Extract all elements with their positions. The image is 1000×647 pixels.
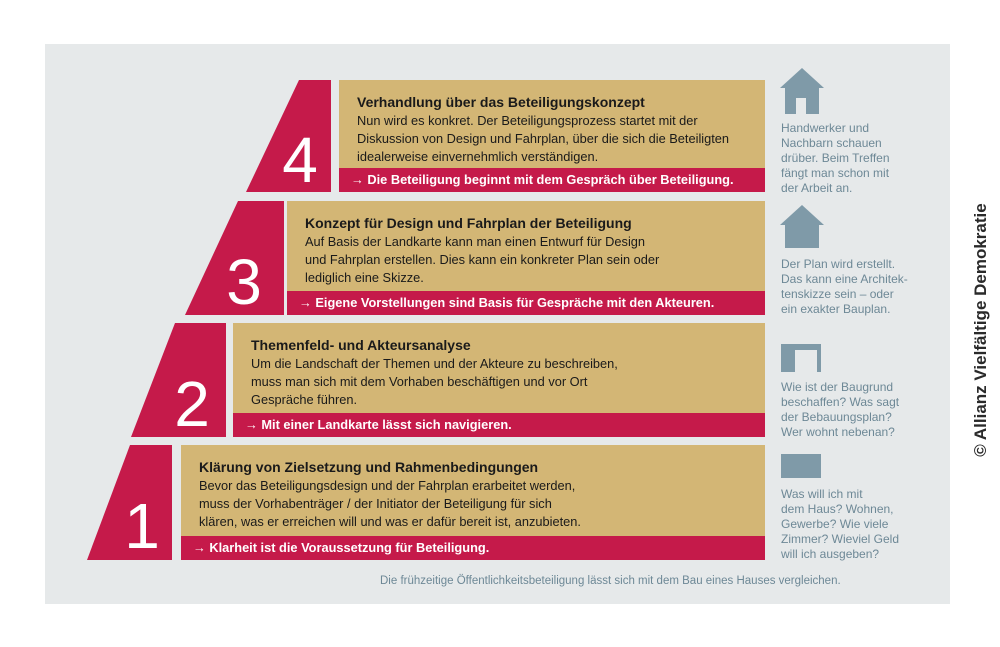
step-3-takeaway: → Eigene Vorstellungen sind Basis für Gespräche mit den Akteuren. — [287, 291, 765, 315]
step-2-body: Um die Landschaft der Themen und der Akteure zu beschreiben, muss man sich mit dem Vorhaben beschäftigen und vor Ort Gespräche führen. — [251, 356, 618, 407]
step-3-note: Der Plan wird erstellt. Das kann eine Architek- tenskizze sein – oder ein exakter Bauplan. — [781, 257, 908, 316]
step-3-number: 3 — [226, 246, 262, 318]
house-full-icon — [780, 68, 824, 116]
step-4-body: Nun wird es konkret. Der Beteiligungsprozess startet mit der Diskussion von Design und Fahrplan, über die sich die Beteiligten idealerweise einvernehmlich verständigen. — [357, 113, 730, 164]
foundation-icon — [781, 454, 821, 480]
step-1-title: Klärung von Zielsetzung und Rahmenbedingungen — [199, 459, 539, 475]
step-4-note: Handwerker und Nachbarn schauen drüber. Beim Treffen fängt man schon mit der Arbeit an. — [781, 121, 890, 195]
step-4-number: 4 — [282, 124, 318, 196]
step-1-takeaway: → Klarheit ist die Voraussetzung für Beteiligung. — [181, 536, 765, 560]
step-3-body: Auf Basis der Landkarte kann man einen Entwurf für Design und Fahrplan erstellen. Dies kann ein konkreter Plan sein oder lediglich eine Skizze. — [305, 234, 660, 285]
step-2-takeaway: → Mit einer Landkarte lässt sich navigieren. — [233, 413, 765, 437]
step-4-title: Verhandlung über das Beteiligungskonzept — [357, 94, 645, 110]
wall-icon — [781, 344, 821, 374]
step-4-box — [339, 80, 765, 192]
footer-caption: Die frühzeitige Öffentlichkeitsbeteiligung lässt sich mit dem Bau eines Hauses vergleichen. — [380, 575, 841, 587]
step-4-takeaway: → Die Beteiligung beginnt mit dem Gespräch über Beteiligung. — [339, 168, 765, 192]
house-roof-icon — [780, 205, 824, 250]
step-1-note: Was will ich mit dem Haus? Wohnen, Gewerbe? Wie viele Zimmer? Wieviel Geld will ich ausgeben? — [781, 487, 900, 561]
step-2-box — [233, 323, 765, 437]
step-3-title: Konzept für Design und Fahrplan der Beteiligung — [305, 215, 632, 231]
step-2-title: Themenfeld- und Akteursanalyse — [251, 337, 471, 353]
step-3-box — [287, 201, 765, 315]
step-2-note: Wie ist der Baugrund beschaffen? Was sagt der Bebauungsplan? Wer wohnt nebenan? — [781, 380, 900, 439]
step-1-body: Bevor das Beteiligungsdesign und der Fahrplan erarbeitet werden, muss der Vorhabenträger / der Initiator der Beteiligung für sich klären, was er erreichen will und was er dafür bereit ist, anzubieten. — [199, 478, 581, 529]
step-1-box — [181, 445, 765, 560]
copyright-label: © Allianz Vielfältige Demokratie — [971, 203, 990, 457]
step-2-number: 2 — [174, 368, 210, 440]
step-1-number: 1 — [124, 490, 160, 562]
